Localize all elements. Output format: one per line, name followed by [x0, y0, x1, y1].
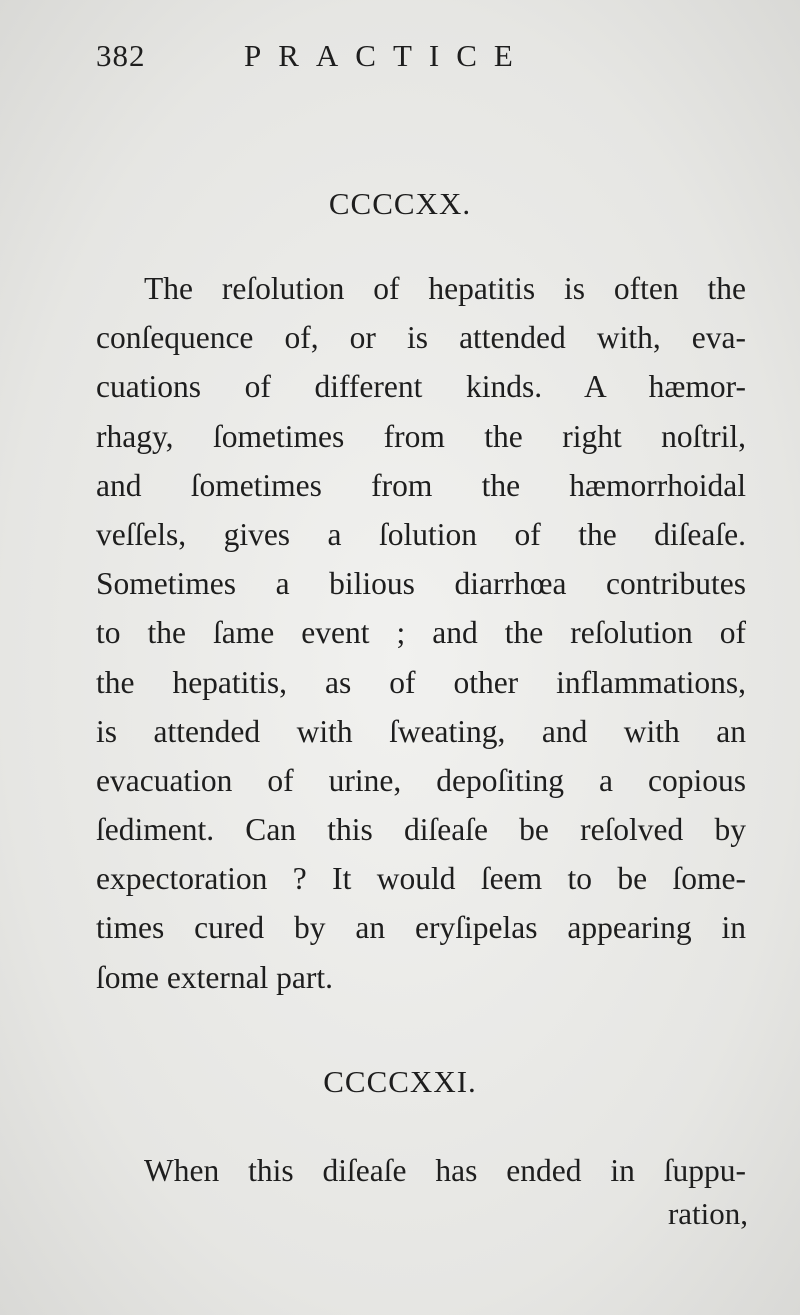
text-line: and ſometimes from the hæmorrhoidal — [96, 467, 746, 503]
text-line: ſediment. Can this diſeaſe be reſolved by — [96, 812, 746, 848]
text-line: cuations of different kinds. A hæmor- — [96, 369, 746, 405]
section-heading-ccccxxi: CCCCXXI. — [323, 1064, 477, 1099]
text-line: expectoration ? It would ſeem to be ſome- — [96, 861, 746, 897]
show-through-texture — [110, 118, 180, 166]
paragraph-ccccxx — [96, 264, 746, 1002]
section-heading-ccccxx: CCCCXX. — [328, 186, 472, 221]
page-number: 382 — [96, 38, 146, 73]
text-line: times cured by an eryſipelas appearing in — [96, 910, 746, 946]
text-line: is attended with ſweating, and with an — [96, 713, 746, 749]
catchword: ration, — [667, 1196, 748, 1231]
paragraph-ccccxxi — [96, 1146, 746, 1195]
text-line: ſome external part. — [96, 959, 334, 995]
text-line: conſequence of, or is attended with, eva- — [96, 320, 746, 356]
text-line: rhagy, ſometimes from the right noſtril, — [96, 418, 746, 454]
text-line: to the ſame event ; and the reſolution of — [96, 615, 746, 651]
text-line: veſſels, gives a ſolution of the diſeaſe. — [96, 516, 746, 552]
text-line: The reſolution of hepatitis is often the — [144, 271, 746, 306]
running-head — [96, 38, 716, 88]
text-line: evacuation of urine, depoſiting a copious — [96, 762, 746, 798]
text-line: When this diſeaſe has ended in ſuppu- — [144, 1153, 746, 1188]
text-line: the hepatitis, as of other inflammations, — [96, 664, 746, 700]
text-line: Sometimes a bilious diarrhœa contributes — [96, 566, 746, 602]
running-title: PRACTICE — [244, 38, 530, 73]
